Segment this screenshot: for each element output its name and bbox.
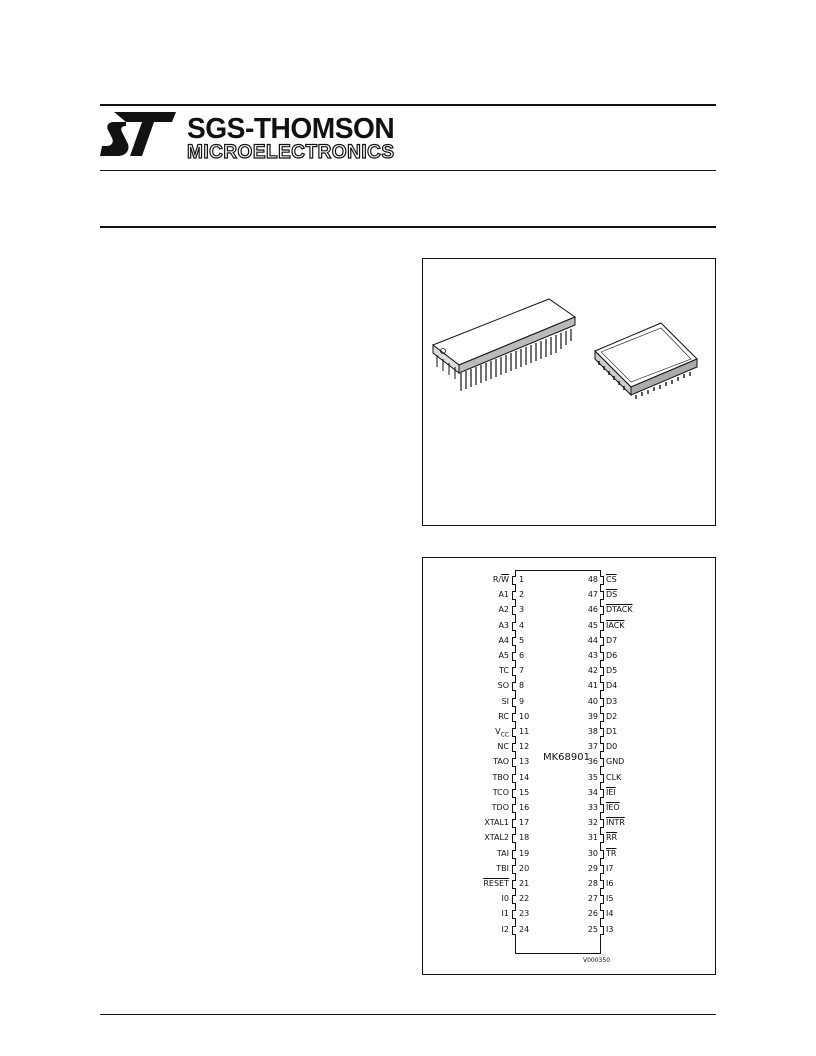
pin-label-46: DTACK	[606, 605, 633, 615]
pin-number-31: 31	[587, 833, 598, 843]
pin-lead-48	[600, 576, 604, 585]
pin-lead-19	[512, 850, 516, 859]
pin-number-33: 33	[587, 803, 598, 812]
pin-lead-32	[600, 819, 604, 828]
pin-lead-23	[512, 910, 516, 919]
pin-lead-41	[600, 682, 604, 691]
pin-number-21: 21	[519, 879, 530, 888]
reference-code: V000350	[583, 957, 611, 964]
pin-label-12: NC	[497, 742, 509, 752]
pin-lead-29	[600, 865, 604, 874]
pin-lead-45	[600, 622, 604, 631]
pin-label-25: I3	[606, 924, 614, 934]
pin-label-32: INTR	[606, 818, 625, 828]
pin-lead-24	[512, 926, 516, 935]
pin-number-48: 48	[587, 575, 598, 584]
pin-lead-20	[512, 865, 516, 874]
pin-lead-11	[512, 728, 516, 737]
title-rule	[100, 226, 716, 228]
pin-lead-25	[600, 926, 604, 935]
pin-label-42: D5	[606, 666, 618, 676]
pin-label-24: I2	[501, 924, 509, 934]
pin-label-1: $R/\overline{W}$	[492, 575, 509, 584]
pin-label-39: D2	[606, 711, 618, 721]
dip-package-drawing	[429, 293, 579, 403]
pin-label-43: D6	[606, 651, 618, 660]
pin-label-7: TC	[498, 666, 509, 676]
pin-lead-26	[600, 910, 604, 919]
pin-label-5: A4	[498, 635, 509, 645]
pin-label-8: SO	[497, 681, 509, 691]
pin-number-28: 28	[587, 879, 598, 888]
pin-label-47: $\overline{DS}$	[606, 590, 618, 600]
pin-label-17: XTAL1	[484, 818, 509, 828]
brand-subtitle: MICROELECTRONICS	[187, 142, 395, 163]
pin-label-11: $V_{CC}$	[495, 727, 509, 739]
pin-lead-17	[512, 819, 516, 828]
pin-number-43: 43	[587, 651, 598, 660]
pin-lead-34	[600, 789, 604, 798]
pin-number-17: 17	[519, 818, 530, 828]
pin-label-40: D3	[606, 696, 618, 706]
pin-label-16: TDO	[491, 803, 509, 812]
pin-label-31: $\overline{RR}$	[606, 833, 618, 843]
pin-number-39: 39	[587, 711, 598, 721]
pin-number-10: 10	[519, 711, 530, 721]
pin-label-45: IACK	[606, 620, 625, 630]
pin-number-47: 47	[587, 590, 598, 600]
pin-label-33: $\overline{IEO}$	[606, 803, 620, 812]
pin-lead-40	[600, 698, 604, 707]
pin-label-38: D1	[606, 727, 618, 736]
pin-number-35: 35	[587, 772, 598, 782]
pin-lead-5	[512, 637, 516, 646]
pin-lead-38	[600, 728, 604, 737]
pin-number-22: 22	[519, 894, 530, 904]
pin-lead-37	[600, 743, 604, 752]
pin-number-16: 16	[519, 803, 530, 812]
pin-number-32: 32	[587, 818, 598, 828]
pin-number-9: 9	[519, 696, 525, 706]
pin-lead-39	[600, 713, 604, 722]
pin-lead-14	[512, 774, 516, 783]
pin-lead-36	[600, 758, 604, 767]
pin-number-40: 40	[587, 696, 598, 706]
pin-number-37: 37	[587, 742, 598, 752]
pin-number-3: 3	[519, 605, 525, 615]
pin-lead-7	[512, 667, 516, 676]
pin-label-23: I1	[501, 909, 509, 919]
pin-number-29: 29	[587, 863, 598, 873]
pin-lead-46	[600, 606, 604, 615]
pin-lead-9	[512, 698, 516, 707]
pin-label-37: D0	[606, 742, 618, 752]
pinout-diagram-box	[422, 557, 716, 975]
pin-number-8: 8	[519, 681, 525, 691]
pin-lead-44	[600, 637, 604, 646]
chip-part-number: MK68901	[543, 752, 590, 763]
pin-lead-35	[600, 774, 604, 783]
pin-label-30: $\overline{TR}$	[606, 848, 617, 858]
pin-label-26: I4	[606, 909, 614, 919]
pin-label-34: $\overline{IEI}$	[606, 787, 616, 797]
pin-label-10: RC	[498, 711, 509, 721]
pin-lead-12	[512, 743, 516, 752]
pin-lead-1	[512, 576, 516, 585]
pin-number-2: 2	[519, 590, 525, 600]
pin-lead-2	[512, 591, 516, 600]
pin-lead-18	[512, 834, 516, 843]
pin-number-15: 15	[519, 787, 530, 797]
footer-rule	[100, 1014, 716, 1015]
pin-number-41: 41	[587, 681, 598, 691]
pin-number-19: 19	[519, 848, 530, 858]
pin-number-11: 11	[519, 727, 530, 736]
pin-number-25: 25	[587, 924, 598, 934]
pin-lead-43	[600, 652, 604, 661]
pin-lead-30	[600, 850, 604, 859]
pin-lead-31	[600, 834, 604, 843]
pin-lead-47	[600, 591, 604, 600]
pin-label-20: TBI	[496, 863, 509, 873]
pin-number-30: 30	[587, 848, 598, 858]
pin-number-45: 45	[587, 620, 598, 630]
pin-number-26: 26	[587, 909, 598, 919]
pin-label-15: TCO	[492, 787, 509, 797]
package-illustration-box	[422, 258, 716, 526]
pin-number-42: 42	[587, 666, 598, 676]
pin-lead-33	[600, 804, 604, 813]
pin-label-2: A1	[498, 590, 509, 600]
pin-lead-22	[512, 895, 516, 904]
pin-number-5: 5	[519, 635, 525, 645]
pin-number-24: 24	[519, 924, 530, 934]
pin-number-36: 36	[587, 757, 598, 767]
pin-number-6: 6	[519, 651, 525, 660]
pin-label-14: TBO	[492, 772, 509, 782]
pin-label-9: SI	[501, 696, 509, 706]
pin-lead-15	[512, 789, 516, 798]
pin-lead-16	[512, 804, 516, 813]
pin-label-3: A2	[498, 605, 509, 615]
top-rule	[100, 104, 716, 106]
pin-lead-8	[512, 682, 516, 691]
pin-number-38: 38	[587, 727, 598, 736]
pin-label-36: GND	[606, 757, 625, 767]
pin-number-44: 44	[587, 635, 598, 645]
pin-number-34: 34	[587, 787, 598, 797]
pin-number-4: 4	[519, 620, 525, 630]
pin-label-13: TAO	[493, 757, 509, 767]
pin-number-7: 7	[519, 666, 525, 676]
pin-number-27: 27	[587, 894, 598, 904]
pin-number-12: 12	[519, 742, 530, 752]
pin-label-6: A5	[498, 651, 509, 660]
pin-lead-10	[512, 713, 516, 722]
plcc-package-drawing	[591, 319, 701, 419]
pin-lead-21	[512, 880, 516, 889]
pin-lead-4	[512, 622, 516, 631]
pin-number-13: 13	[519, 757, 530, 767]
pin-label-29: I7	[606, 863, 614, 873]
pin-lead-13	[512, 758, 516, 767]
pin-number-1: 1	[519, 575, 525, 584]
st-logo-icon	[100, 112, 180, 160]
pin-number-18: 18	[519, 833, 530, 843]
pin-number-23: 23	[519, 909, 530, 919]
pin-number-14: 14	[519, 772, 530, 782]
pin-label-19: TAI	[496, 848, 509, 858]
pin-lead-28	[600, 880, 604, 889]
pin-label-4: A3	[498, 620, 509, 630]
pin-label-28: I6	[606, 879, 614, 888]
pin-lead-3	[512, 606, 516, 615]
brand-name: SGS-THOMSON	[187, 113, 395, 145]
pin-lead-42	[600, 667, 604, 676]
pin-label-44: D7	[606, 635, 618, 645]
pin-label-21: RESET	[483, 879, 509, 888]
pin-number-20: 20	[519, 863, 530, 873]
pin-label-41: D4	[606, 681, 618, 691]
pin-label-22: I0	[501, 894, 509, 904]
pin-label-48: $\overline{CS}$	[606, 575, 617, 584]
pin-label-35: CLK	[606, 772, 622, 782]
pin-label-18: XTAL2	[484, 833, 509, 843]
pin-label-27: I5	[606, 894, 614, 904]
header-rule	[100, 170, 716, 171]
pin-lead-27	[600, 895, 604, 904]
pin-lead-6	[512, 652, 516, 661]
pin-number-46: 46	[587, 605, 598, 615]
company-logo	[100, 112, 420, 164]
